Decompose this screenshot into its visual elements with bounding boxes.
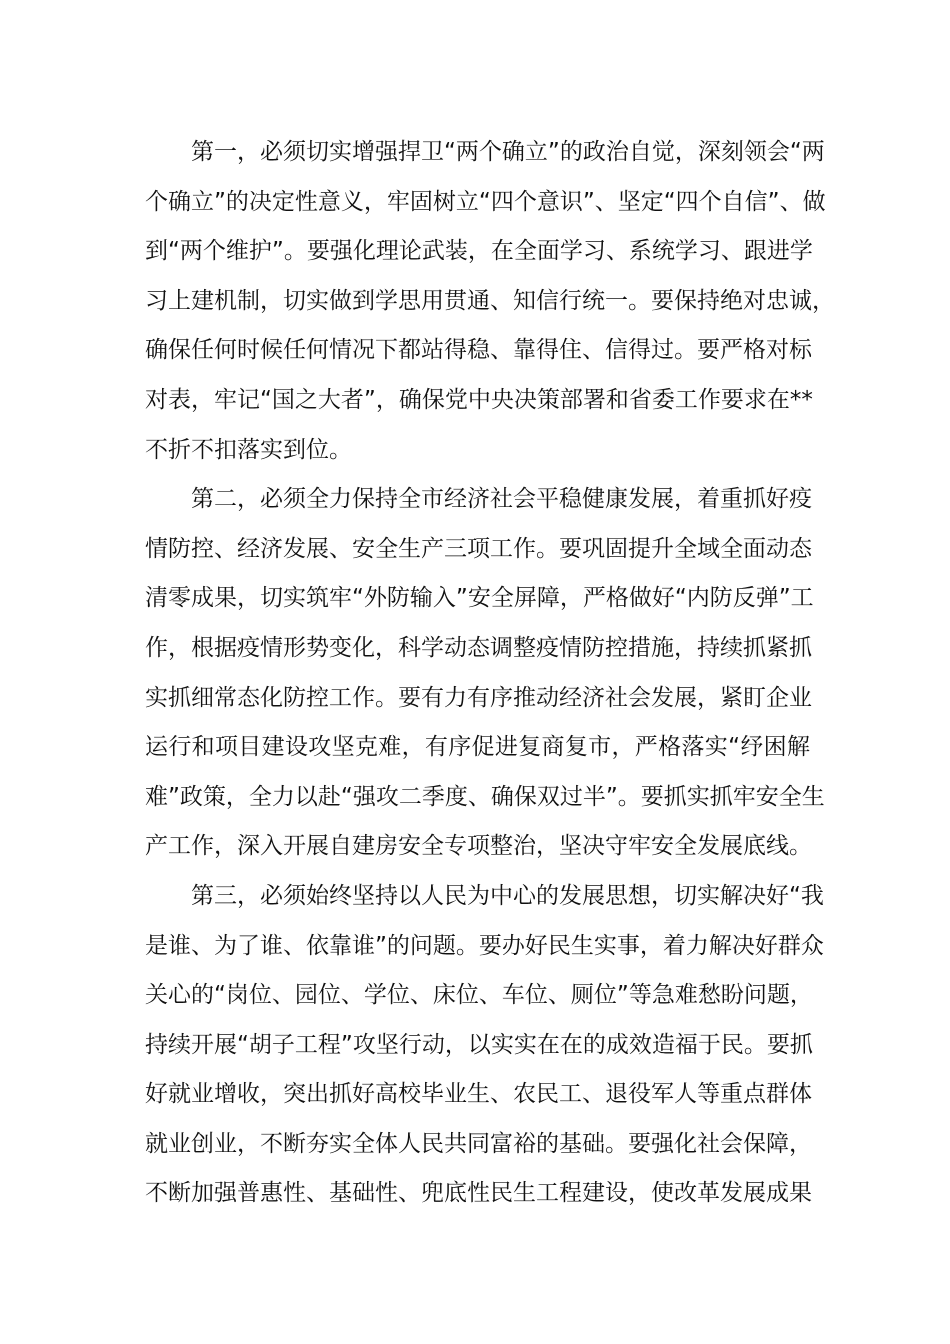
text-line: 不断加强普惠性、基础性、兜底性民生工程建设，使改革发展成果 — [145, 1180, 812, 1207]
document-body — [145, 128, 835, 1219]
text-line: 好就业增收，突出抓好高校毕业生、农民工、退役军人等重点群体 — [145, 1081, 812, 1108]
text-line: 实抓细常态化防控工作。要有力有序推动经济社会发展，紧盯企业 — [145, 684, 812, 711]
text-line: 产工作，深入开展自建房安全专项整治，坚决守牢安全发展底线。 — [145, 833, 812, 860]
text-line: 难”政策，全力以赴“强攻二季度、确保双过半”。要抓实抓牢安全生 — [145, 783, 825, 810]
paragraph-1 — [145, 128, 835, 475]
text-line: 就业创业，不断夯实全体人民共同富裕的基础。要强化社会保障， — [145, 1130, 812, 1157]
text-line: 确保任何时候任何情况下都站得稳、靠得住、信得过。要严格对标 — [145, 337, 812, 364]
text-line: 到“两个维护”。要强化理论武装，在全面学习、系统学习、跟进学 — [145, 238, 813, 265]
text-line: 习上建机制，切实做到学思用贯通、知信行统一。要保持绝对忠诚， — [145, 287, 835, 314]
text-line: 不折不扣落实到位。 — [145, 436, 352, 463]
text-line: 第三，必须始终坚持以人民为中心的发展思想，切实解决好“我 — [191, 882, 824, 909]
text-line: 作，根据疫情形势变化，科学动态调整疫情防控措施，持续抓紧抓 — [145, 634, 812, 661]
text-line: 关心的“岗位、园位、学位、床位、车位、厕位”等急难愁盼问题， — [145, 982, 813, 1009]
text-line: 情防控、经济发展、安全生产三项工作。要巩固提升全域全面动态 — [145, 535, 812, 562]
text-line: 清零成果，切实筑牢“外防输入”安全屏障，严格做好“内防反弹”工 — [145, 585, 814, 612]
text-line: 对表，牢记“国之大者”，确保党中央决策部署和省委工作要求在** — [145, 386, 813, 413]
paragraph-2 — [145, 475, 825, 872]
text-line: 持续开展“胡子工程”攻坚行动，以实实在在的成效造福于民。要抓 — [145, 1031, 813, 1058]
text-line: 第一，必须切实增强捍卫“两个确立”的政治自觉，深刻领会“两 — [191, 139, 825, 165]
text-line: 是谁、为了谁、依靠谁”的问题。要办好民生实事，着力解决好群众 — [145, 932, 824, 959]
text-line: 第二，必须全力保持全市经济社会平稳健康发展，着重抓好疫 — [191, 486, 812, 513]
paragraph-3 — [145, 872, 824, 1219]
text-line: 运行和项目建设攻坚克难，有序促进复商复市，严格落实“纾困解 — [145, 734, 810, 761]
text-line: 个确立”的决定性意义，牢固树立“四个意识”、坚定“四个自信”、做 — [145, 188, 826, 215]
